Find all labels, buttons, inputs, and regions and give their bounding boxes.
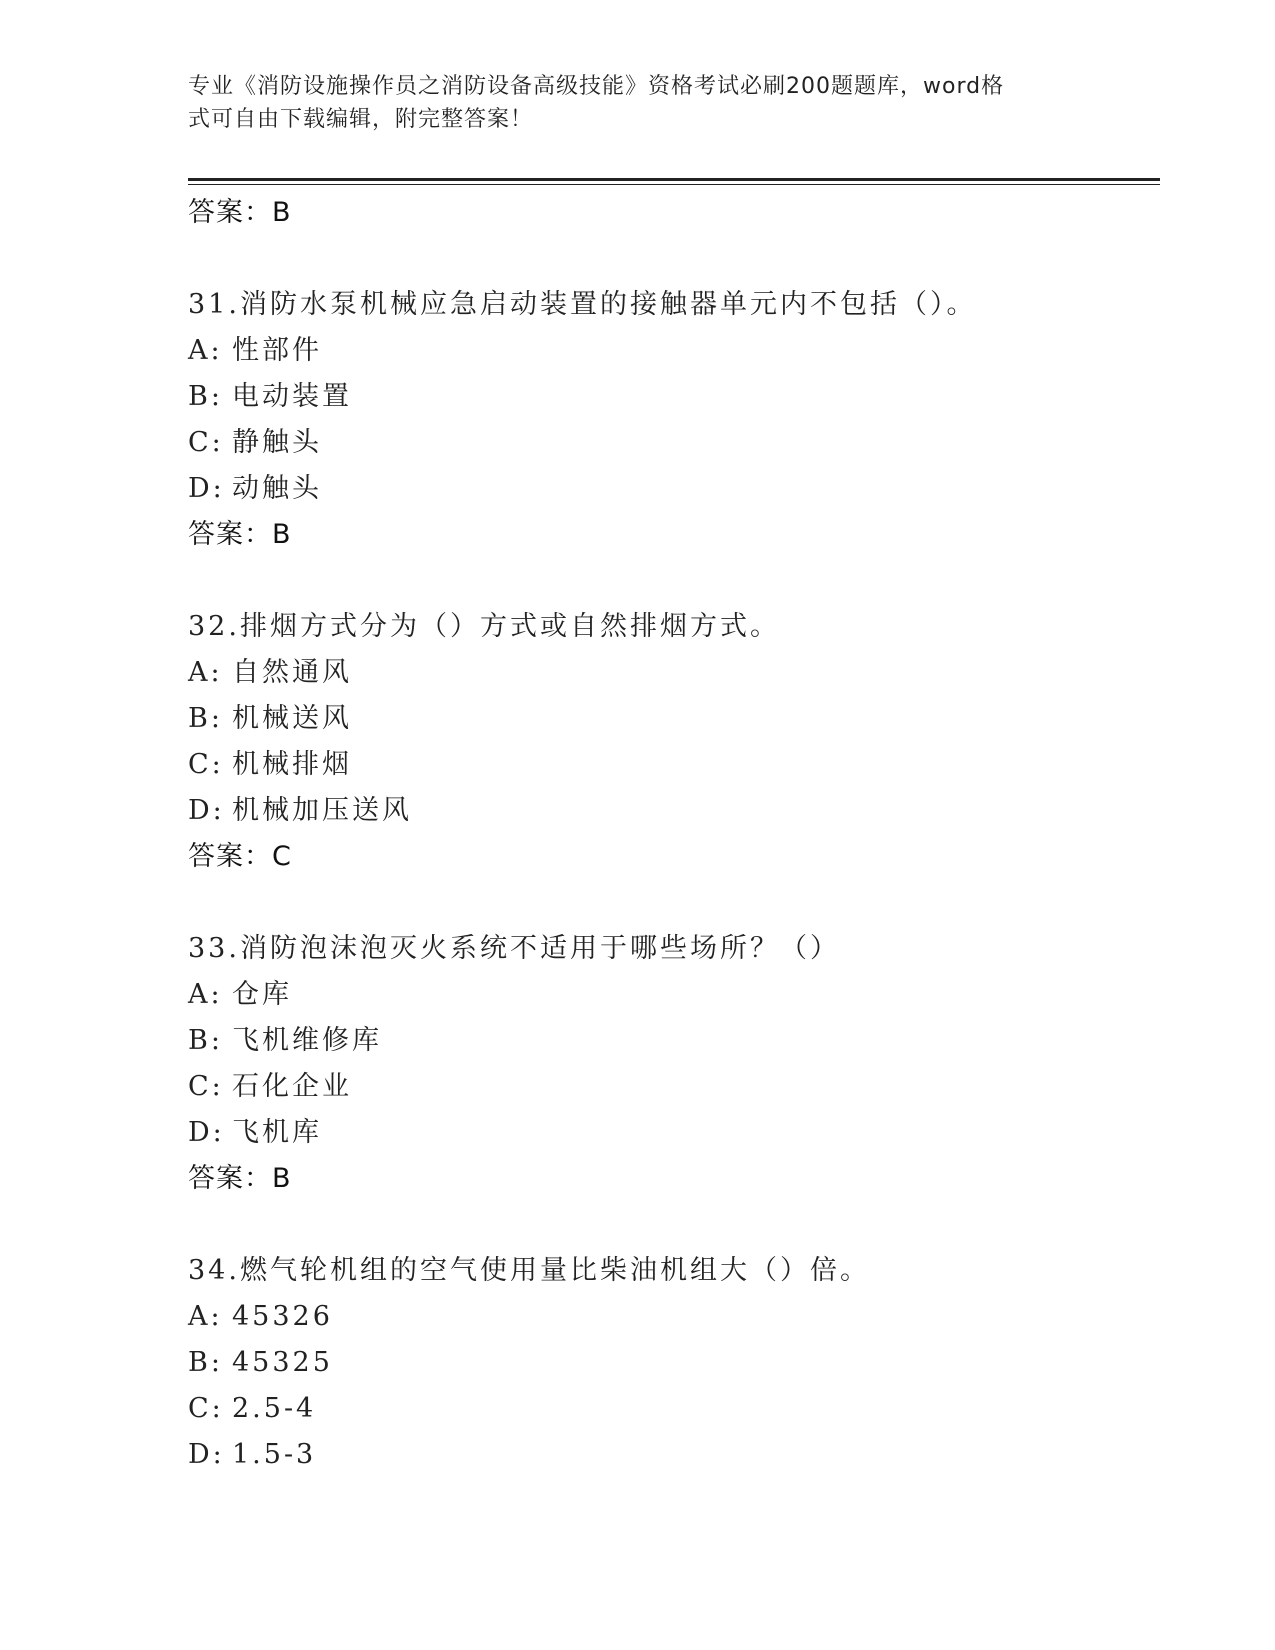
question-33 <box>188 926 1160 1202</box>
spacer <box>188 236 1160 282</box>
spacer <box>188 558 1160 604</box>
spacer <box>188 1202 1160 1248</box>
option-letter: A: <box>188 657 223 688</box>
answer: 答案：B <box>188 519 292 550</box>
option-text: 机械加压送风 <box>232 795 412 826</box>
answer: 答案：B <box>188 1163 292 1194</box>
question-34 <box>188 1248 1160 1478</box>
option-text: 飞机维修库 <box>232 1025 382 1056</box>
header-line-1: 专业《消防设施操作员之消防设备高级技能》资格考试必刷200题题库，word格 <box>188 74 1005 99</box>
option-text: 45326 <box>232 1301 333 1332</box>
header-rule-thick <box>188 178 1160 181</box>
option-text: 机械排烟 <box>232 749 352 780</box>
option-b <box>188 696 1160 742</box>
option-text: 自然通风 <box>232 657 352 688</box>
option-letter: B: <box>188 381 223 412</box>
option-d <box>188 788 1160 834</box>
option-d <box>188 466 1160 512</box>
option-b <box>188 374 1160 420</box>
option-a <box>188 650 1160 696</box>
option-text: 静触头 <box>232 427 322 458</box>
option-b <box>188 1340 1160 1386</box>
option-text: 机械送风 <box>232 703 352 734</box>
option-letter: B: <box>188 1025 223 1056</box>
spacer <box>188 880 1160 926</box>
question-stem: 34.燃气轮机组的空气使用量比柴油机组大（）倍。 <box>188 1255 870 1286</box>
option-c <box>188 1386 1160 1432</box>
option-letter: D: <box>188 795 225 826</box>
option-letter: B: <box>188 703 223 734</box>
option-text: 2.5-4 <box>232 1393 317 1424</box>
option-c <box>188 1064 1160 1110</box>
option-letter: D: <box>188 1439 225 1470</box>
previous-answer: 答案：B <box>188 197 292 228</box>
option-text: 动触头 <box>232 473 322 504</box>
option-letter: A: <box>188 335 223 366</box>
option-letter: C: <box>188 1393 224 1424</box>
option-text: 性部件 <box>232 335 322 366</box>
option-text: 飞机库 <box>232 1117 322 1148</box>
option-text: 仓库 <box>232 979 292 1010</box>
option-c <box>188 420 1160 466</box>
header-rule-thin <box>188 184 1160 185</box>
option-letter: C: <box>188 749 224 780</box>
option-a <box>188 1294 1160 1340</box>
question-stem: 31.消防水泵机械应急启动装置的接触器单元内不包括（）。 <box>188 289 977 320</box>
answer: 答案：C <box>188 841 292 872</box>
option-text: 1.5-3 <box>232 1439 317 1470</box>
option-d <box>188 1432 1160 1478</box>
option-letter: C: <box>188 1071 224 1102</box>
option-letter: D: <box>188 473 225 504</box>
option-text: 石化企业 <box>232 1071 352 1102</box>
question-31 <box>188 282 1160 558</box>
header-line-2: 式可自由下载编辑，附完整答案！ <box>188 107 534 132</box>
option-letter: A: <box>188 979 223 1010</box>
question-32 <box>188 604 1160 880</box>
option-a <box>188 972 1160 1018</box>
option-a <box>188 328 1160 374</box>
document-header <box>188 70 1068 136</box>
question-stem: 33.消防泡沫泡灭火系统不适用于哪些场所？（） <box>188 933 840 964</box>
option-letter: B: <box>188 1347 223 1378</box>
option-letter: A: <box>188 1301 223 1332</box>
option-text: 电动装置 <box>232 381 352 412</box>
option-text: 45325 <box>232 1347 333 1378</box>
question-list <box>188 190 1160 1478</box>
option-c <box>188 742 1160 788</box>
question-stem: 32.排烟方式分为（）方式或自然排烟方式。 <box>188 611 780 642</box>
option-d <box>188 1110 1160 1156</box>
option-letter: D: <box>188 1117 225 1148</box>
option-b <box>188 1018 1160 1064</box>
option-letter: C: <box>188 427 224 458</box>
